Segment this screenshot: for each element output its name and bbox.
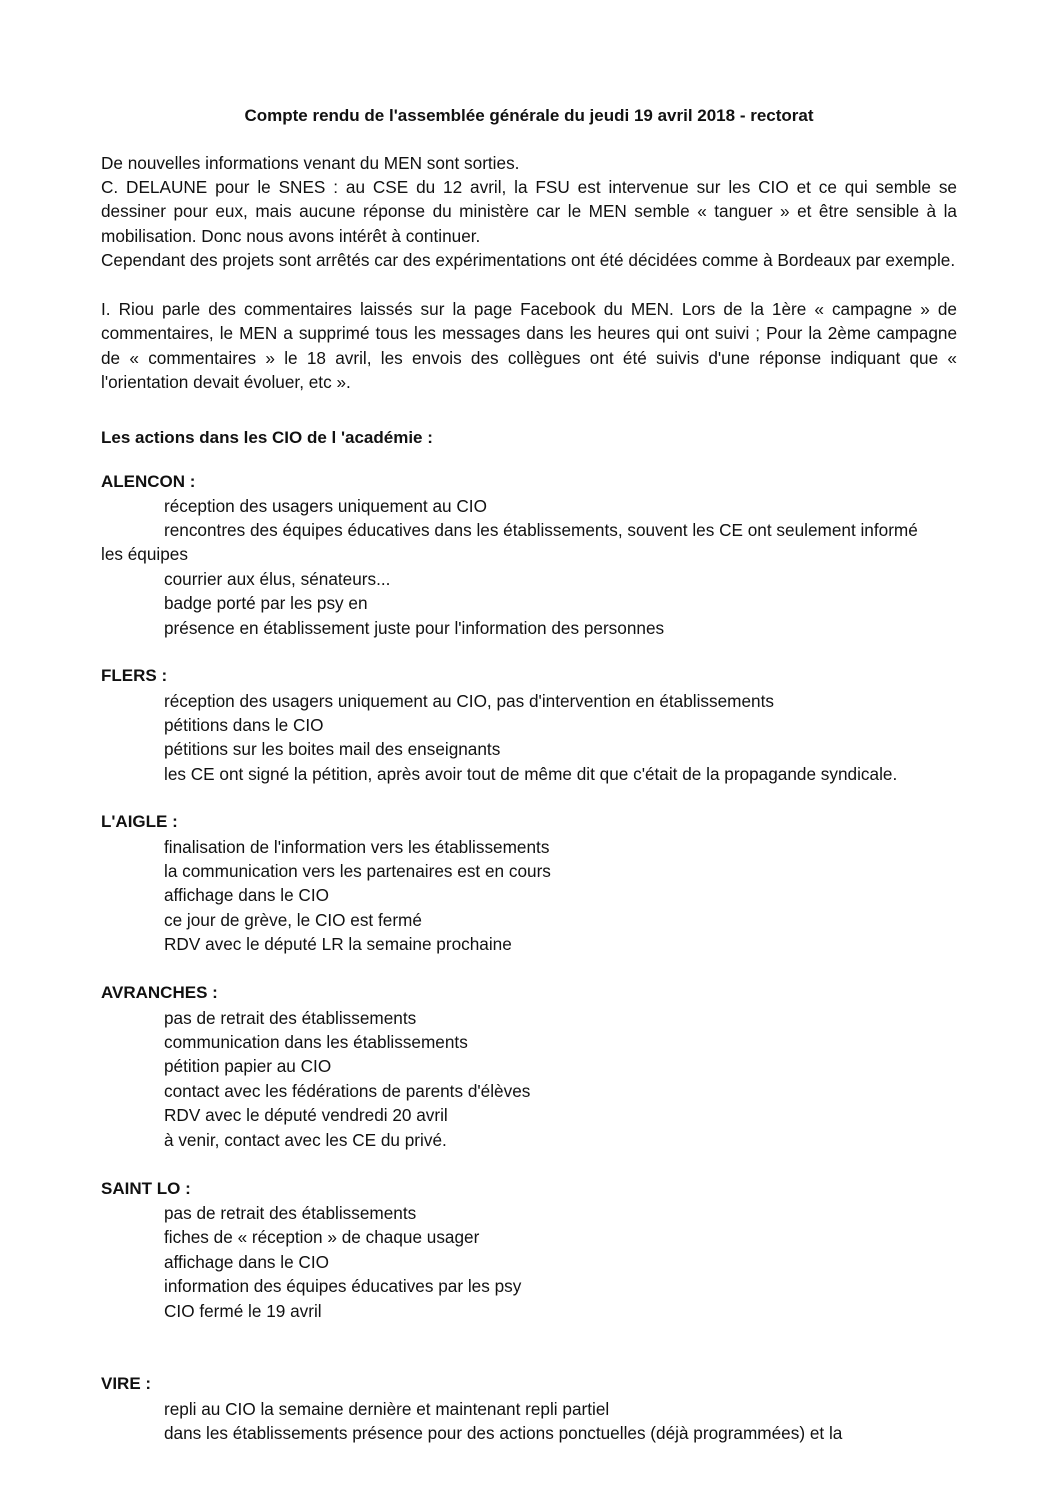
list-item: pas de retrait des établissements — [164, 1203, 417, 1223]
section-heading-avranches — [101, 981, 218, 1005]
section-heading-vire — [101, 1372, 151, 1396]
heading-suffix: : — [140, 1374, 152, 1393]
section-name: FLERS — [101, 666, 157, 685]
list-item: ce jour de grève, le CIO est fermé — [164, 910, 422, 930]
list-item: affichage dans le CIO — [164, 1252, 329, 1272]
section-name: L'AIGLE — [101, 812, 168, 831]
list-item: RDV avec le député LR la semaine prochaine — [164, 934, 512, 954]
section-heading-alencon — [101, 470, 195, 494]
intro-paragraph-4: I. Riou parle des commentaires laissés sur la page Facebook du MEN. Lors de la 1ère « campagne » de commentaires, le MEN a supprimé tous les messages dans les heures qui ont suivi ; Pour la 2ème campagne de « commentaires » le 18 avril, les envois des collègues ont été suivis d'une réponse indiquant que « l'orientation devait évoluer, etc ». — [101, 299, 957, 393]
section-heading-flers — [101, 664, 167, 688]
section-name: SAINT LO — [101, 1179, 181, 1198]
list-item: pétitions dans le CIO — [164, 715, 324, 735]
list-item: la communication vers les partenaires est en cours — [164, 861, 551, 881]
list-item: courrier aux élus, sénateurs... — [164, 569, 391, 589]
list-item: RDV avec le député vendredi 20 avril — [164, 1105, 448, 1125]
intro-paragraph-2: C. DELAUNE pour le SNES : au CSE du 12 avril, la FSU est intervenue sur les CIO et ce qui semble se dessiner pour eux, mais aucune réponse du ministère car le MEN semble « tanguer » et être sensible à la mobilisation. Donc nous avons intérêt à continuer. — [101, 177, 957, 246]
list-item: réception des usagers uniquement au CIO, pas d'intervention en établissements — [164, 691, 774, 711]
heading-suffix: : — [185, 472, 196, 491]
list-item: dans les établissements présence pour des actions ponctuelles (déjà programmées) et la — [164, 1423, 843, 1443]
list-item: pétition papier au CIO — [164, 1056, 332, 1076]
list-item: finalisation de l'information vers les établissements — [164, 837, 550, 857]
list-item: à venir, contact avec les CE du privé. — [164, 1130, 447, 1150]
list-item: rencontres des équipes éducatives dans les établissements, souvent les CE ont seulement informé — [164, 520, 918, 540]
section-heading-saintlo — [101, 1177, 191, 1201]
section-name: ALENCON — [101, 472, 186, 491]
list-item: affichage dans le CIO — [164, 885, 329, 905]
list-item: les CE ont signé la pétition, après avoir tout de même dit que c'était de la propagande syndicale. — [164, 764, 898, 784]
list-item: badge porté par les psy en — [164, 593, 368, 613]
list-item: pas de retrait des établissements — [164, 1008, 417, 1028]
page-title: Compte rendu de l'assemblée générale du jeudi 19 avril 2018 - rectorat — [244, 106, 814, 125]
list-item-continuation: les équipes — [101, 544, 188, 564]
intro-paragraph-1: De nouvelles informations venant du MEN sont sorties. — [101, 153, 520, 173]
section-name: AVRANCHES — [101, 983, 208, 1002]
heading-suffix: : — [167, 812, 178, 831]
list-item: pétitions sur les boites mail des enseignants — [164, 739, 501, 759]
list-item: contact avec les fédérations de parents d'élèves — [164, 1081, 531, 1101]
list-item: présence en établissement juste pour l'information des personnes — [164, 618, 665, 638]
list-item: CIO fermé le 19 avril — [164, 1301, 322, 1321]
intro-paragraph-3: Cependant des projets sont arrêtés car des expérimentations ont été décidées comme à Bordeaux par exemple. — [101, 250, 956, 270]
list-item: repli au CIO la semaine dernière et maintenant repli partiel — [164, 1399, 610, 1419]
list-item: fiches de « réception » de chaque usager — [164, 1227, 480, 1247]
list-item: communication dans les établissements — [164, 1032, 468, 1052]
heading-suffix: : — [207, 983, 218, 1002]
list-item: information des équipes éducatives par les psy — [164, 1276, 522, 1296]
section-name: VIRE — [101, 1374, 141, 1393]
heading-suffix: : — [180, 1179, 191, 1198]
section-heading-laigle — [101, 810, 178, 834]
actions-heading: Les actions dans les CIO de l 'académie : — [101, 428, 433, 447]
heading-suffix: : — [156, 666, 168, 685]
list-item: réception des usagers uniquement au CIO — [164, 496, 487, 516]
